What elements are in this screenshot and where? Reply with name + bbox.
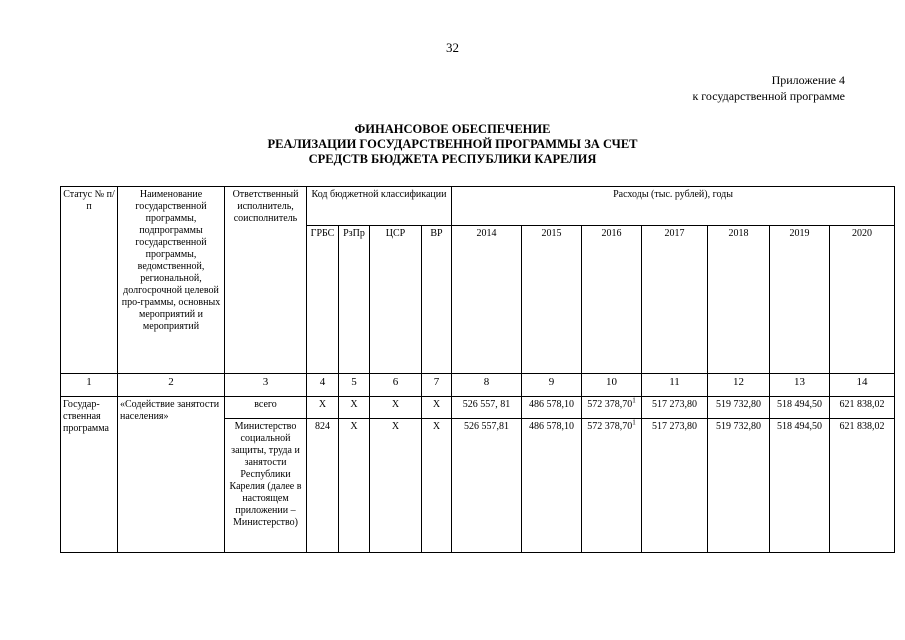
code-vr: X (422, 419, 452, 553)
column-number: 14 (830, 374, 895, 397)
header-rzpr: РзПр (339, 226, 370, 374)
value-2015: 486 578,10 (522, 419, 582, 553)
value-2017: 517 273,80 (642, 419, 708, 553)
code-csr: X (370, 419, 422, 553)
value-2020: 621 838,02 (830, 419, 895, 553)
column-number: 2 (118, 374, 225, 397)
appendix-line-1: Приложение 4 (771, 73, 845, 87)
value-2016-amount: 572 378,70 (587, 421, 633, 432)
executor-cell: Министерство социальной защиты, труда и занятости Республики Карелия (далее в настоящем приложении – Министерство) (225, 419, 307, 553)
column-number: 11 (642, 374, 708, 397)
value-2020: 621 838,02 (830, 397, 895, 419)
column-number: 7 (422, 374, 452, 397)
column-number: 5 (339, 374, 370, 397)
header-grbs: ГРБС (307, 226, 339, 374)
footnote-marker: 1 (632, 418, 636, 427)
value-2015: 486 578,10 (522, 397, 582, 419)
executor-cell: всего (225, 397, 307, 419)
code-rzpr: X (339, 397, 370, 419)
header-year-2016: 2016 (582, 226, 642, 374)
value-2017: 517 273,80 (642, 397, 708, 419)
column-number: 12 (708, 374, 770, 397)
column-number: 4 (307, 374, 339, 397)
appendix-note (692, 72, 845, 104)
value-2019: 518 494,50 (770, 419, 830, 553)
header-status: Статус № п/п (61, 187, 118, 374)
value-2014: 526 557,81 (452, 419, 522, 553)
table-row-total (61, 397, 895, 419)
value-2018: 519 732,80 (708, 397, 770, 419)
header-csr: ЦСР (370, 226, 422, 374)
value-2014: 526 557, 81 (452, 397, 522, 419)
financial-table (60, 186, 895, 553)
header-executor: Ответственный исполнитель, соисполнитель (225, 187, 307, 374)
column-number: 9 (522, 374, 582, 397)
header-year-2018: 2018 (708, 226, 770, 374)
header-year-2015: 2015 (522, 226, 582, 374)
value-2019: 518 494,50 (770, 397, 830, 419)
footnote-marker: 1 (632, 396, 636, 405)
value-2016 (582, 419, 642, 553)
document-title (0, 122, 905, 167)
title-line-2: РЕАЛИЗАЦИИ ГОСУДАРСТВЕННОЙ ПРОГРАММЫ ЗА СЧЕТ (267, 137, 638, 151)
value-2016-amount: 572 378,70 (587, 399, 633, 410)
appendix-line-2: к государственной программе (692, 89, 845, 103)
column-number: 1 (61, 374, 118, 397)
header-year-2020: 2020 (830, 226, 895, 374)
code-csr: X (370, 397, 422, 419)
code-rzpr: X (339, 419, 370, 553)
header-budget-code: Код бюджетной классификации (307, 187, 452, 226)
column-number: 13 (770, 374, 830, 397)
value-2018: 519 732,80 (708, 419, 770, 553)
column-number: 8 (452, 374, 522, 397)
header-expenses: Расходы (тыс. рублей), годы (452, 187, 895, 226)
column-number-row (61, 374, 895, 397)
code-vr: X (422, 397, 452, 419)
value-2016 (582, 397, 642, 419)
program-status: Государ-ственная программа (61, 397, 118, 553)
header-vr: ВР (422, 226, 452, 374)
title-line-3: СРЕДСТВ БЮДЖЕТА РЕСПУБЛИКИ КАРЕЛИЯ (308, 152, 597, 166)
header-year-2014: 2014 (452, 226, 522, 374)
header-year-2019: 2019 (770, 226, 830, 374)
title-line-1: ФИНАНСОВОЕ ОБЕСПЕЧЕНИЕ (354, 122, 551, 136)
code-grbs: X (307, 397, 339, 419)
header-name: Наименование государственной программы, подпрограммы государственной программы, ведомственной, региональной, долгосрочной целевой про-граммы, основных мероприятий и мероприятий (118, 187, 225, 374)
program-name: «Содействие занятости населения» (118, 397, 225, 553)
header-year-2017: 2017 (642, 226, 708, 374)
code-grbs: 824 (307, 419, 339, 553)
column-number: 6 (370, 374, 422, 397)
column-number: 3 (225, 374, 307, 397)
page-number: 32 (446, 40, 459, 55)
column-number: 10 (582, 374, 642, 397)
